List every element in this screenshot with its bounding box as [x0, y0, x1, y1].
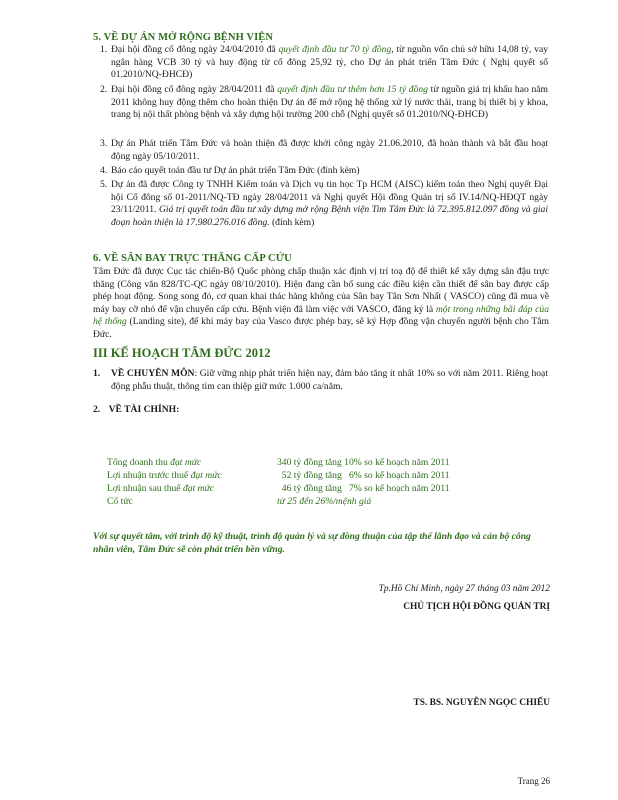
finance-row-label: Tổng doanh thu đạt mức [107, 457, 202, 468]
signatory-title: CHỦ TỊCH HỘI ĐỒNG QUẢN TRỊ [403, 602, 550, 612]
finance-row-label: Lợi nhuận sau thuế đạt mức [107, 483, 215, 494]
closing-statement: Với sự quyết tâm, với trình độ kỹ thuật, trình độ quản lý và sự đồng thuận của tập thể lãnh đạo và cán bộ công nhân viên, Tâm Đức sẽ còn phát triển bền vững. [93, 531, 531, 555]
finance-row-value: 52 tỷ đồng tăng 6% so kế hoạch năm 2011 [277, 470, 450, 481]
section-iii-heading: III KẾ HOẠCH TÂM ĐỨC 2012 [93, 346, 271, 360]
signatory-name: TS. BS. NGUYỄN NGỌC CHIẾU [413, 698, 550, 708]
section-5-item-2: 2. Đại hội đồng cổ đông ngày 28/04/2011 đã quyết định đầu tư thêm hơn 15 tỷ đồng từ nguồn giá trị khấu hao năm 2011 không huy động thêm cho hoàn thiện Dự án để mở rộng hệ thống xử lý nước thải, trang bị thiết bị y khoa, trang bị nội thất phòng bệnh và xây dựng hội trường 200 chỗ (Nghị quyết số 01.2010/NQ-ĐHCĐ) [100, 84, 548, 121]
section-6-paragraph: Tâm Đức đã được Cục tác chiến-Bộ Quốc phòng chấp thuận xác định vị trí toạ độ để thiết kế xây dựng sân đậu trực thăng (Công văn 828/TC-QC ngày 08/10/2010). Hiện đang cần bổ sung các điều kiện cần thiết để sân bay được cấp phép hoạt động. Song song đó, cơ quan khai thác hàng không của Sân bay Tân Sơn Nhất ( VASCO) cũng đã mua về máy bay cỡ nhỏ để vận chuyển cấp cứu. Bệnh viện đã làm việc với VASCO, đăng ký là một trong những bãi đáp của hệ thống (Landing site), để khi máy bay của Vasco được phép bay, sẽ ký Hợp đồng vận chuyển người bệnh cho Tâm Đức. [93, 266, 549, 340]
finance-row-label: Lợi nhuận trước thuế đạt mức [107, 470, 222, 481]
plan-item-1: 1. VỀ CHUYÊN MÔN: Giữ vững nhịp phát triển hiện nay, đảm bảo tăng ít nhất 10% so với năm 2011. Riêng hoạt động phẫu thuật, thông tim can thiệp giữ mức 1.000 ca/năm. [93, 368, 548, 392]
place-date: Tp.Hồ Chí Minh, ngày 27 tháng 03 năm 2012 [378, 584, 550, 594]
section-5-item-1: 1. Đại hội đồng cổ đông ngày 24/04/2010 đã quyết định đầu tư 70 tỷ đồng, từ nguồn vốn chủ sở hữu 14,08 tỷ, vay ngân hàng VCB 30 tỷ và huy động từ cổ đông 25,92 tỷ, cho Dự án phát triển Tâm Đức ( Nghị quyết số 01.2010/NQ-ĐHCĐ) [100, 44, 549, 81]
finance-row-value: 46 tỷ đồng tăng 7% so kế hoạch năm 2011 [277, 483, 450, 494]
finance-row-label: Cổ tức [107, 496, 133, 507]
section-6-heading: 6. VỀ SÂN BAY TRỰC THĂNG CẤP CỨU [93, 253, 292, 264]
finance-row-value: 340 tỷ đồng tăng 10% so kế hoạch năm 2011 [277, 457, 450, 468]
section-5-item-3: 3. Dự án Phát triển Tâm Đức và hoàn thiện đã được khởi công ngày 21.06.2010, đã hoàn thành và bắt đầu hoạt động ngày 05/10/2011. [100, 138, 548, 162]
finance-row-value: từ 25 đến 26%/mệnh giá [277, 496, 372, 507]
plan-item-2: 2. VỀ TÀI CHÍNH: [93, 404, 180, 415]
section-5-heading: 5. VỀ DỰ ÁN MỞ RỘNG BỆNH VIỆN [93, 32, 274, 43]
section-5-item-5: 5. Dự án đã được Công ty TNHH Kiểm toán và Dịch vụ tin học Tp HCM (AISC) kiểm toán theo Nghị quyết Đại hội Cổ đông số 01-2011/NQ-TĐ ngày 28/04/2011 và Nghị quyết Hội đồng Quản trị số IV.14/NQ-HĐQT ngày 23/11/2011. Giá trị quyết toán đầu tư xây dựng mở rộng Bệnh viện Tim Tâm Đức là 72.395.812.097 đồng và giai đoạn hoàn thiện là 17.980.276.016 đồng. (đính kèm) [100, 179, 548, 228]
section-5-item-4: 4. Báo cáo quyết toán đầu tư Dự án phát triển Tâm Đức (đính kèm) [100, 165, 360, 176]
page-number: Trang 26 [517, 776, 550, 786]
